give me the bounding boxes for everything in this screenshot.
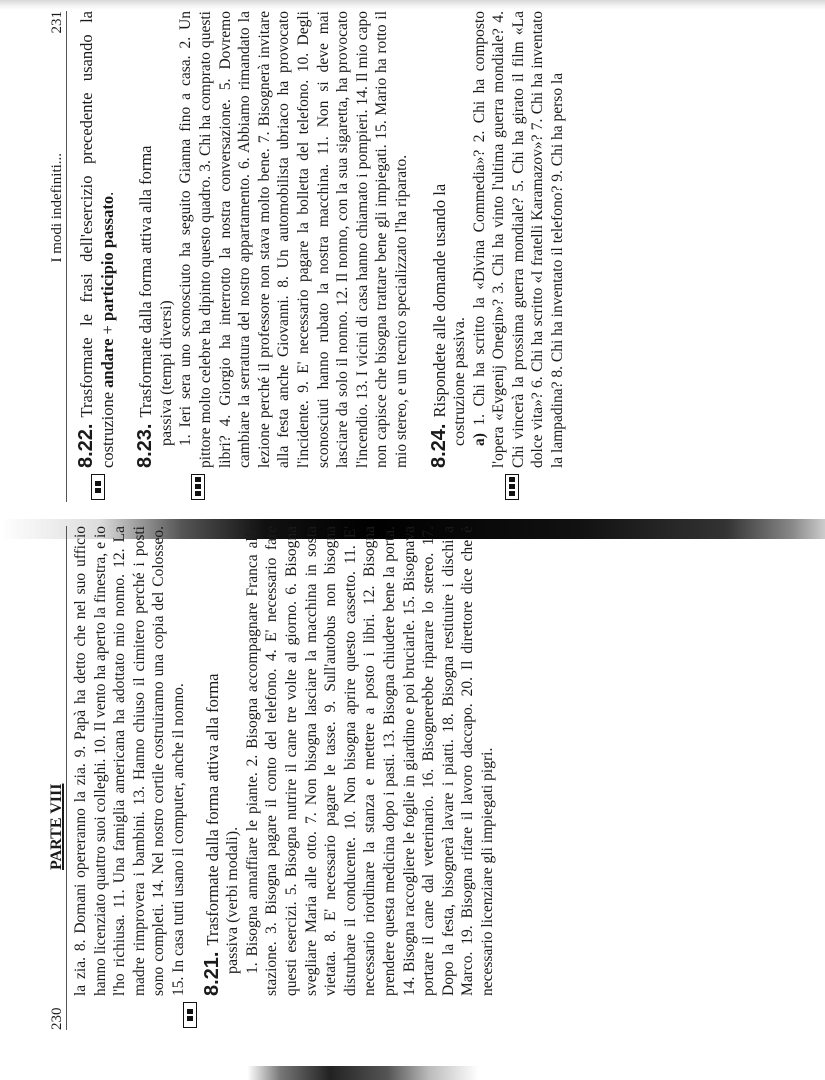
- scan-bottom-edge: [0, 1066, 825, 1080]
- exercise-level-3-icon: [505, 474, 519, 500]
- exercise-8-23-heading: [136, 11, 157, 468]
- plus-sign: +: [97, 321, 117, 339]
- exercise-subtitle: costruzione passiva.: [451, 317, 469, 446]
- exercise-8-22-heading: [77, 11, 118, 468]
- margin-column: [71, 468, 568, 502]
- page-231: [8, 5, 818, 520]
- bold-term-participio: participio passato: [97, 195, 117, 322]
- exercise-8-21-body: 1. Bisogna annaffiare le piante. 2. Bisogna accompagnare Franca alla stazione. 3. Bisogna pagare il conto del telefono. 4. E' necessario fare questi esercizi. 5. Bisogna nutrire il cane tre volte al giorno. 6. Bisogna svegliare Maria alle otto. 7. Non bisogna lasciare la macchina in sosta vietata. 8. E' necessario pagare le tasse. 9. Sull'autobus non bisogna disturbare il conducente. 10. Non bisogna aprire questo cassetto. 11. E' necessario riordinare la stanza e mettere a posto i libri. 12. Bisogna prendere questa medicina dopo i pasti. 13. Bisogna chiudere bene la porta. 14. Bisogna raccogliere le foglie in giardino e poi bruciarle. 15. Bisognava portare il cane dal veterinario. 16. Bisognerebbe riparare lo stereo. 17. Dopo la festa, bisognerà lavare i piatti. 18. Bisogna restituire i dischi a Marco. 19. Bisogna rifare il lavoro daccapo. 20. Il direttore dice che è necessario licenziare gli impiegati pigri.: [243, 526, 496, 996]
- previous-exercise-continuation: la zia. 8. Domani opereranno la zia. 9. Papà ha detto che nel suo ufficio hanno licenziato quattro suoi colleghi. 10. Il vento ha aperto la finestra, e io l'ho richiusa. 11. Una famiglia americana ha adottato mio nonno. 12. La madre rimprovera i bambini. 13. Hanno chiuso il cimitero perché i posti sono completi. 14. Nel nostro cortile costruiranno una copia del Colosseo. 15. In casa tutti usano il computer, anche il nonno.: [72, 526, 187, 996]
- page-number: 231: [49, 11, 65, 34]
- exercise-title: Trasformate dalla forma attiva alla forma: [202, 673, 222, 946]
- exercise-8-21-heading: [200, 526, 224, 996]
- exercise-8-23-body: 1. Ieri sera uno sconosciuto ha seguito Gianna fino a casa. 2. Un pittore molto celebre ha dipinto questo quadro. 3. Chi ha comprato questi libri? 4. Giorgio ha interrotto la nostra conversazione. 5. Dovremo cambiare la serratura del nostro appartamento. 6. Abbiamo rimandato la lezione perché il professore non stava molto bene. 7. Bisognerà invitare alla festa anche Giovanni. 8. Un automobilista ubriaco ha provocato l'incidente. 9. E' necessario pagare la bolletta del telefono. 10. Degli sconosciuti hanno rubato la nostra macchina. 11. Non si deve mai lasciare da solo il nonno. 12. Il nonno, con la sua sigaretta, ha provocato l'incendio. 13. I vicini di casa hanno chiamato i pompieri. 14. Il mio capo non capisce che bisogna trattare bene gli impiegati. 15. Mario ha rotto il mio stereo, e un tecnico specializzato l'ha riparato.: [177, 11, 410, 468]
- page-header: [30, 11, 67, 502]
- exercise-level-2-icon: [183, 1002, 197, 1028]
- exercise-title: Rispondete alle domande usando la: [429, 183, 449, 418]
- exercise-level-2-icon: [91, 474, 105, 500]
- exercise-level-3-icon: [191, 474, 205, 500]
- title-period: .: [97, 191, 117, 196]
- exercise-number: 8.22.: [75, 423, 97, 468]
- exercise-number: 8.24.: [427, 423, 450, 468]
- exercise-8-24-heading: [427, 11, 451, 468]
- exercise-subtitle: passiva (verbi modali).: [224, 826, 242, 974]
- exercise-title: Trasformate le frasi dell'esercizio precedente usando la costruzione: [77, 11, 117, 468]
- margin-column: [71, 996, 497, 1030]
- page-230: [8, 520, 818, 1060]
- bold-term-andare: andare: [97, 338, 117, 388]
- part-label: a): [470, 433, 488, 446]
- exercise-number: 8.21.: [200, 951, 223, 996]
- exercise-number: 8.23.: [134, 423, 157, 468]
- exercise-8-24-body: [470, 11, 568, 468]
- exercise-8-24-text: 1. Chi ha scritto la «Divina Commedia»? 2. Chi ha composto l'opera «Evgenij Onegin»? 3. Chi ha vinto l'ultima guerra mondiale? 4. Chi vincerà la prossima guerra mondiale? 5. Chi ha girato il film «La dolce vita»? 6. Chi ha scritto «I fratelli Karamazov»? 7. Chi ha inventato la lampadina? 8. Chi ha inventato il telefono? 9. Chi ha perso la: [470, 11, 567, 468]
- part-title: PARTE VIII: [48, 783, 65, 870]
- exercise-subtitle: passiva (tempi diversi): [157, 300, 175, 446]
- page-header: [30, 526, 67, 1030]
- running-head: I modi indefiniti...: [49, 152, 65, 263]
- exercise-title: Trasformate dalla forma attiva alla forma: [136, 145, 156, 418]
- page-number: 230: [49, 1007, 65, 1030]
